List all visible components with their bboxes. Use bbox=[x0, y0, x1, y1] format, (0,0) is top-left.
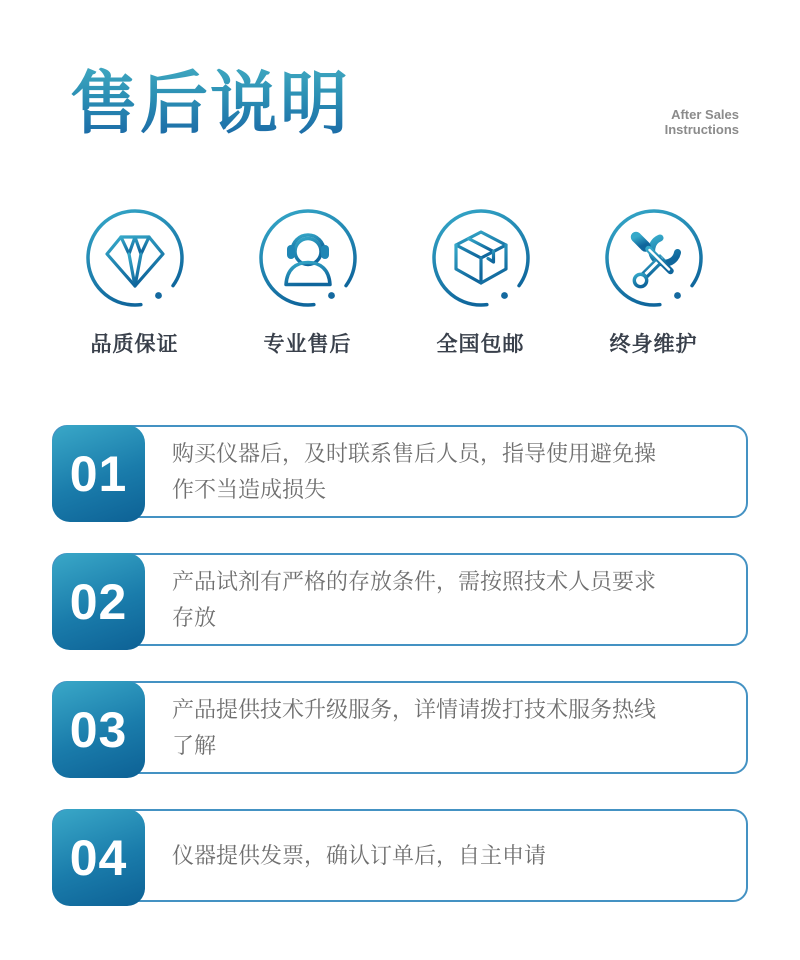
feature-label: 终身维护 bbox=[609, 333, 698, 356]
feature-label: 专业售后 bbox=[263, 333, 352, 356]
step-number-badge: 02 bbox=[52, 553, 145, 650]
feature-label: 品质保证 bbox=[90, 333, 179, 356]
step-card-4 bbox=[52, 809, 748, 902]
package-icon bbox=[429, 206, 533, 310]
feature-shipping bbox=[394, 206, 567, 358]
feature-quality bbox=[48, 206, 221, 358]
step-card-3 bbox=[52, 681, 748, 774]
step-card-1 bbox=[52, 425, 748, 518]
step-text: 产品提供技术升级服务，详情请拨打技术服务热线了解 bbox=[172, 696, 657, 758]
feature-maintenance bbox=[567, 206, 740, 358]
step-text: 产品试剂有严格的存放条件，需按照技术人员要求存放 bbox=[172, 568, 657, 630]
page-title: 售后说明 bbox=[70, 64, 351, 144]
subtitle-line2: Instructions bbox=[664, 122, 739, 137]
feature-row bbox=[48, 206, 740, 358]
feature-aftersales bbox=[221, 206, 394, 358]
step-text: 购买仪器后，及时联系售后人员，指导使用避免操作不当造成损失 bbox=[172, 440, 657, 502]
step-text: 仪器提供发票，确认订单后，自主申请 bbox=[172, 842, 547, 868]
subtitle-line1: After Sales bbox=[671, 107, 739, 122]
feature-label: 全国包邮 bbox=[436, 333, 525, 356]
tools-icon bbox=[602, 206, 706, 310]
steps-list bbox=[52, 425, 748, 937]
step-number-badge: 01 bbox=[52, 425, 145, 522]
headset-person-icon bbox=[256, 206, 360, 310]
page-subtitle-en bbox=[665, 107, 739, 137]
step-card-2 bbox=[52, 553, 748, 646]
step-number-badge: 04 bbox=[52, 809, 145, 906]
step-number-badge: 03 bbox=[52, 681, 145, 778]
diamond-icon bbox=[83, 206, 187, 310]
